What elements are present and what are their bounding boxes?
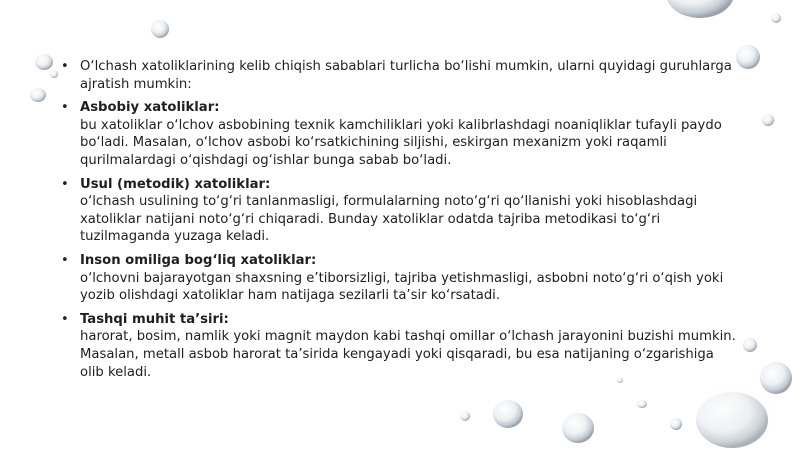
- list-item: [58, 311, 738, 381]
- item-text: o‘lchash usulining to‘g‘ri tanlanmasligi, formulalarning noto‘g‘ri qo‘llanishi yoki hisoblashdagi xatoliklar natijani noto‘g‘ri chiqaradi. Bunday xatoliklar odatda tajriba metodikasi to‘g‘ri tuzilmaganda yuzaga keladi.: [80, 194, 698, 245]
- water-droplet-icon: [151, 20, 169, 38]
- list-item: [58, 99, 738, 169]
- water-droplet-icon: [670, 418, 682, 430]
- item-heading: Asbobiy xatoliklar:: [80, 100, 220, 116]
- bullet-icon: •: [61, 100, 69, 116]
- bullet-icon: •: [61, 252, 69, 268]
- water-droplet-icon: [771, 13, 781, 23]
- water-droplet-icon: [760, 362, 792, 394]
- bullet-icon: •: [61, 59, 69, 74]
- water-droplet-icon: [666, 0, 734, 18]
- water-droplet-icon: [736, 45, 760, 69]
- water-droplet-icon: [35, 54, 53, 70]
- list-item: [58, 252, 738, 305]
- item-text: o‘lchovni bajarayotgan shaxsning e’tiborsizligi, tajriba yetishmasligi, asbobni noto‘g‘ri o‘qish yoki yozib olishdagi xatoliklar ham natijaga sezilarli ta’sir ko‘rsatadi.: [80, 270, 724, 304]
- item-text: harorat, bosim, namlik yoki magnit maydon kabi tashqi omillar o‘lchash jarayonini buzishi mumkin. Masalan, metall asbob harorat ta’sirida kengayadi yoki qisqaradi, bu esa natijaning o‘zgarishiga olib keladi.: [80, 329, 736, 380]
- item-heading: Usul (metodik) xatoliklar:: [80, 176, 271, 192]
- item-heading: Inson omiliga bog‘liq xatoliklar:: [80, 252, 317, 268]
- list-item: [58, 58, 738, 93]
- intro-text: O‘lchash xatoliklarining kelib chiqish sabablari turlicha bo‘lishi mumkin, ularni quyidagi guruhlarga ajratish mumkin:: [80, 59, 732, 92]
- water-droplet-icon: [762, 114, 774, 126]
- water-droplet-icon: [562, 413, 594, 443]
- water-droplet-icon: [50, 70, 58, 78]
- water-droplet-icon: [693, 384, 777, 449]
- bullet-icon: •: [61, 311, 69, 327]
- item-heading: Tashqi muhit ta’siri:: [80, 311, 229, 327]
- list-item: [58, 176, 738, 246]
- water-droplet-icon: [743, 338, 757, 352]
- water-droplet-icon: [460, 411, 470, 421]
- slide-body: [58, 58, 738, 387]
- item-text: bu xatoliklar o‘lchov asbobining texnik kamchiliklari yoki kalibrlashdagi noaniqliklar tufayli paydo bo‘ladi. Masalan, o‘lchov asbobi ko‘rsatkichining siljishi, eskirgan mexanizm yoki raqamli qurilmalardagi o‘qishdagi og‘ishlar bunga sabab bo‘ladi.: [80, 117, 722, 168]
- bullet-icon: •: [61, 176, 69, 192]
- water-droplet-icon: [30, 88, 46, 102]
- water-droplet-icon: [637, 400, 647, 408]
- water-droplet-icon: [493, 400, 523, 428]
- bullet-list: [58, 58, 738, 381]
